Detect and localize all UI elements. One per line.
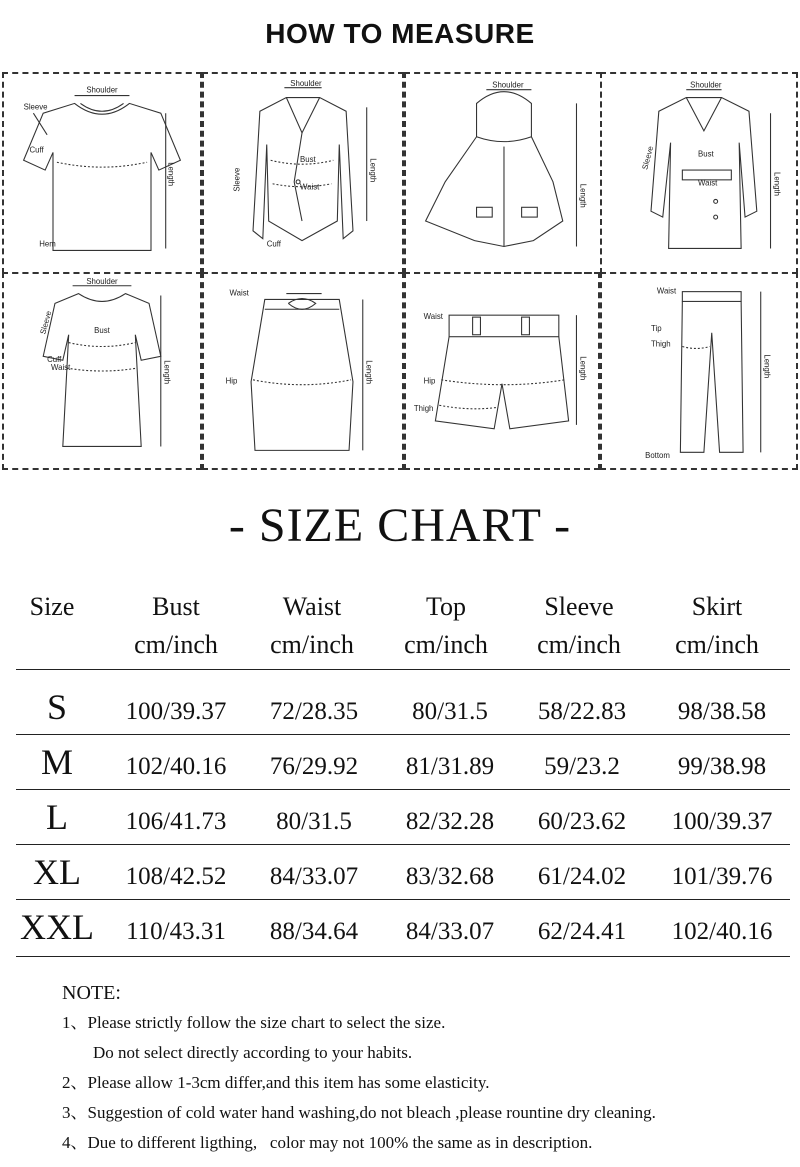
shoulder-label: Shoulder	[690, 80, 722, 90]
shoulder-label: Shoulder	[290, 78, 322, 88]
header-skirt: Skirt cm/inch	[675, 592, 759, 659]
top-value: 80/31.5	[412, 698, 488, 725]
shorts-diagram	[404, 272, 600, 470]
tip-label: Tip	[650, 323, 662, 333]
bust-value: 110/43.31	[126, 918, 226, 945]
size-cell: L	[46, 797, 68, 837]
note-line: 2、Please allow 1-3cm differ,and this item has some elasticity.	[62, 1073, 490, 1092]
shoulder-label: Shoulder	[492, 80, 524, 90]
header-waist: Waist cm/inch	[270, 592, 354, 659]
length-label: Length	[162, 360, 172, 385]
sleeve-label: Sleeve	[23, 102, 48, 112]
top-value: 84/33.07	[405, 918, 495, 945]
cape-coat-diagram	[404, 72, 602, 274]
table-row	[0, 904, 800, 958]
bust-label: Bust	[698, 149, 714, 159]
table-divider	[16, 669, 790, 670]
length-label: Length	[762, 354, 772, 379]
table-row	[0, 849, 800, 903]
note-line: 4、Due to different ligthing, color may not 100% the same as in description.	[62, 1133, 593, 1152]
header-sleeve: Sleeve cm/inch	[537, 592, 621, 659]
waist-value: 84/33.07	[269, 863, 359, 890]
note-line: 1、Please strictly follow the size chart to select the size.	[62, 1013, 446, 1032]
waist-value: 80/31.5	[276, 808, 352, 835]
top-value: 83/32.68	[405, 863, 495, 890]
dress-diagram	[2, 272, 202, 470]
sleeve-value: 58/22.83	[537, 698, 627, 725]
table-divider	[16, 734, 790, 735]
bust-label: Bust	[300, 155, 316, 165]
pants-diagram	[600, 272, 798, 470]
waist-value: 88/34.64	[269, 918, 359, 945]
size-cell: M	[40, 742, 73, 782]
top-value: 81/31.89	[405, 753, 495, 780]
length-label: Length	[364, 360, 374, 385]
length-label: Length	[166, 162, 176, 187]
shoulder-label: Shoulder	[86, 276, 118, 286]
sleeve-value: 62/24.41	[537, 918, 627, 945]
table-divider	[16, 956, 790, 957]
table-row	[0, 794, 800, 848]
waist-label: Waist	[656, 286, 677, 296]
hip-label: Hip	[225, 376, 238, 386]
jacket-diagram	[202, 72, 404, 274]
skirt-value: 101/39.76	[671, 863, 773, 890]
waist-value: 76/29.92	[269, 753, 359, 780]
thigh-label: Thigh	[413, 404, 434, 414]
cuff-label: Cuff	[266, 239, 281, 249]
table-divider	[16, 899, 790, 900]
notes-heading: NOTE:	[62, 982, 121, 1004]
waist-value: 72/28.35	[269, 698, 359, 725]
belted-coat-diagram	[600, 72, 798, 274]
skirt-value: 102/40.16	[671, 918, 773, 945]
table-row	[0, 739, 800, 793]
length-label: Length	[772, 172, 782, 196]
notes-section	[62, 978, 656, 1158]
header-size: Size	[29, 592, 75, 621]
waist-label: Waist	[51, 363, 71, 373]
header-top: Top cm/inch	[404, 592, 488, 659]
note-line: Do not select directly according to your habits.	[93, 1043, 413, 1062]
sleeve-label: Sleeve	[232, 167, 242, 192]
waist-label: Waist	[229, 288, 249, 298]
sleeve-value: 60/23.62	[537, 808, 627, 835]
table-divider	[16, 789, 790, 790]
size-chart-title: - SIZE CHART -	[228, 499, 572, 552]
sleeve-value: 61/24.02	[537, 863, 627, 890]
waist-label: Waist	[698, 178, 718, 188]
cuff-label: Cuff	[47, 355, 62, 365]
skirt-value: 98/38.58	[677, 698, 767, 725]
length-label: Length	[578, 183, 588, 208]
measure-diagram-grid	[2, 72, 798, 470]
shoulder-label: Shoulder	[86, 85, 118, 95]
size-table-header	[0, 588, 800, 668]
size-cell: S	[46, 687, 68, 727]
size-cell: XL	[33, 852, 81, 892]
how-to-measure-title: HOW TO MEASURE	[265, 18, 535, 49]
length-label: Length	[578, 356, 588, 381]
bust-value: 100/39.37	[125, 698, 227, 725]
top-value: 82/32.28	[405, 808, 495, 835]
skirt-value: 100/39.37	[671, 808, 773, 835]
sleeve-label: Sleeve	[640, 145, 656, 171]
size-cell: XXL	[20, 907, 94, 947]
hip-label: Hip	[423, 376, 436, 386]
thigh-label: Thigh	[650, 339, 671, 349]
waist-label: Waist	[300, 182, 320, 192]
bust-value: 108/42.52	[125, 863, 227, 890]
skirt-value: 99/38.98	[677, 753, 767, 780]
waist-label: Waist	[423, 312, 443, 322]
tshirt-diagram	[2, 72, 202, 274]
cuff-label: Cuff	[29, 145, 44, 155]
sleeve-value: 59/23.2	[544, 753, 620, 780]
note-line: 3、Suggestion of cold water hand washing,do not bleach ,please rountine dry cleaning.	[62, 1103, 656, 1122]
bust-value: 102/40.16	[125, 753, 227, 780]
table-row	[0, 684, 800, 738]
hem-label: Hem	[39, 239, 56, 249]
bust-value: 106/41.73	[125, 808, 227, 835]
sleeve-label: Sleeve	[38, 309, 54, 336]
bust-label: Bust	[94, 325, 110, 335]
table-divider	[16, 844, 790, 845]
bottom-label: Bottom	[645, 451, 670, 461]
skirt-diagram	[202, 272, 404, 470]
header-bust: Bust cm/inch	[134, 592, 218, 659]
length-label: Length	[368, 158, 378, 183]
